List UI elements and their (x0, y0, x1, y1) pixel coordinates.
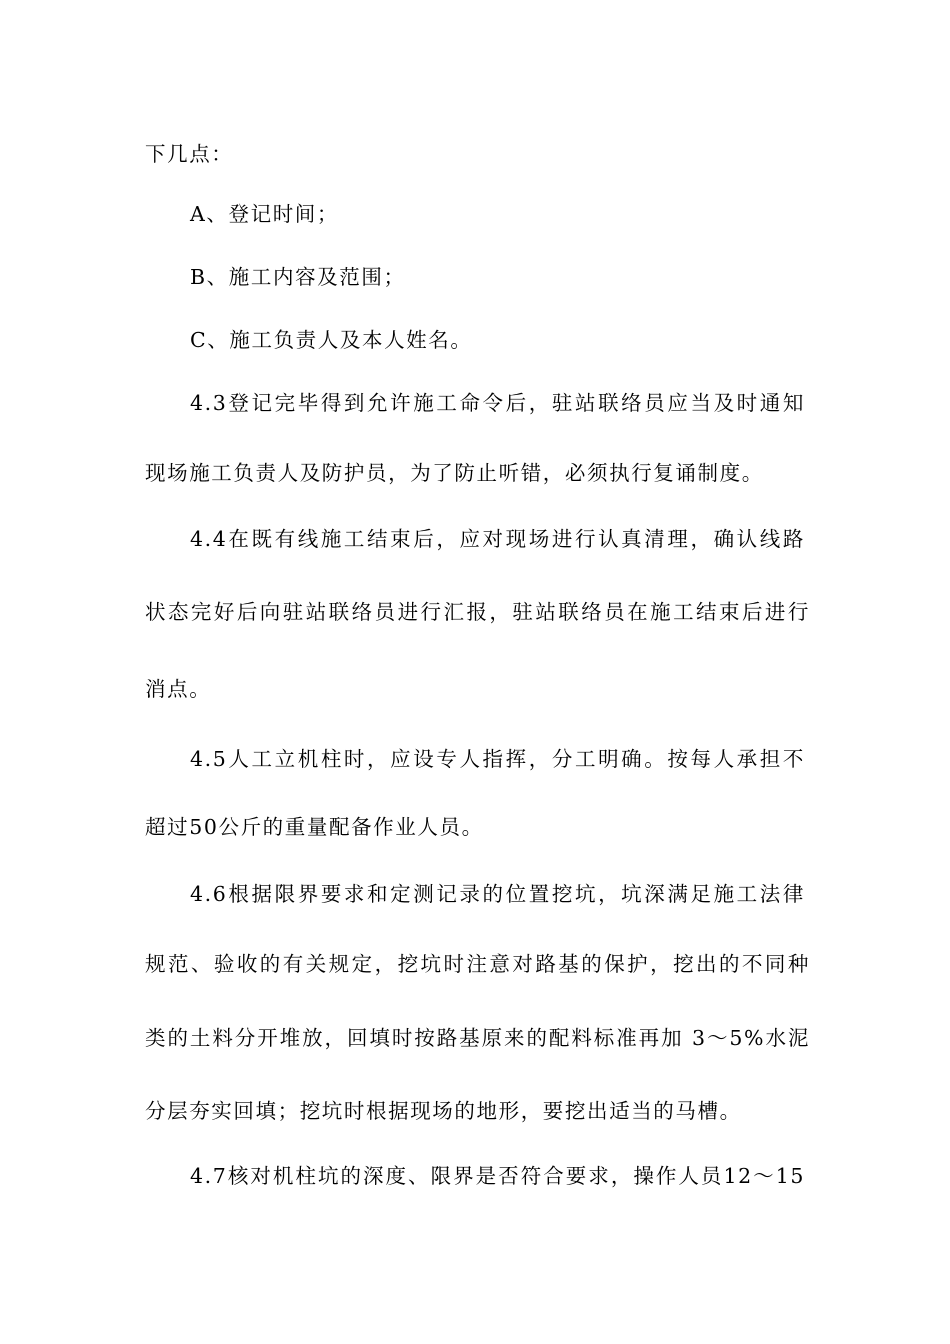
text-line: 类的土料分开堆放，回填时按路基原来的配料标准再加 3～5%水泥 (145, 1026, 810, 1050)
text-line: 分层夯实回填；挖坑时根据现场的地形，要挖出适当的马槽。 (145, 1099, 742, 1123)
text-line: 4.7核对机柱坑的深度、限界是否符合要求，操作人员12～15 (190, 1164, 805, 1188)
text-line: A、登记时间； (190, 202, 340, 226)
text-line: 4.4在既有线施工结束后，应对现场进行认真清理，确认线路 (190, 527, 805, 551)
text-line: 规范、验收的有关规定，挖坑时注意对路基的保护，挖出的不同种 (145, 952, 810, 976)
text-line: 4.5人工立机柱时，应设专人指挥，分工明确。按每人承担不 (190, 747, 805, 771)
text-line: 现场施工负责人及防护员，为了防止听错，必须执行复诵制度。 (145, 461, 764, 485)
text-line: C、施工负责人及本人姓名。 (190, 328, 473, 352)
text-line: 4.3登记完毕得到允许施工命令后，驻站联络员应当及时通知 (190, 391, 805, 415)
text-line: 消点。 (145, 677, 212, 701)
text-line: B、施工内容及范围； (190, 265, 406, 289)
text-line: 超过50公斤的重量配备作业人员。 (145, 815, 484, 839)
text-line: 状态完好后向驻站联络员进行汇报，驻站联络员在施工结束后进行 (145, 600, 810, 624)
text-line: 4.6根据限界要求和定测记录的位置挖坑，坑深满足施工法律 (190, 882, 805, 906)
text-line: 下几点： (145, 142, 234, 166)
